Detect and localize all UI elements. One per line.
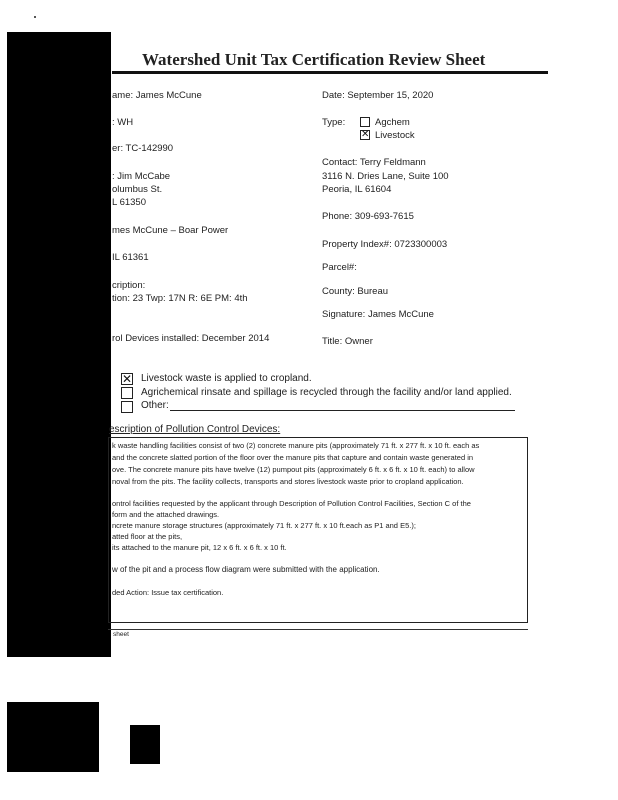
waste-option-checkbox-agrichemical[interactable] (121, 387, 133, 399)
property-index-field: Property Index#: 0723300003 (322, 239, 448, 250)
type-label: Type: (322, 117, 346, 128)
other-underline (170, 410, 515, 411)
street-field: olumbus St. (112, 184, 163, 195)
pollution-line: noval from the pits. The facility collects, transports and stores livestock waste prior to cropland application. (112, 477, 464, 486)
owner-field: mes McCune – Boar Power (112, 225, 229, 236)
contact-name: Contact: Terry Feldmann (322, 157, 426, 168)
waste-option-agrichemical: Agrichemical rinsate and spillage is recycled through the facility and/or land applied. (141, 387, 512, 398)
waste-option-checkbox-other[interactable] (121, 401, 133, 413)
waste-option-other: Other: (141, 400, 169, 411)
pollution-line: form and the attached drawings. (112, 510, 220, 519)
description-label: cription: (112, 280, 146, 291)
phone-field: Phone: 309-693-7615 (322, 211, 414, 222)
redaction-block-bottom-small (130, 725, 160, 764)
pollution-line: its attached to the manure pit, 12 x 6 ft. x 6 ft. x 10 ft. (112, 543, 287, 552)
pollution-line: ontrol facilities requested by the applicant through Description of Pollution Control Facilities, Section C of the (112, 499, 471, 508)
type-agchem-checkbox[interactable] (360, 117, 370, 127)
county-field: County: Bureau (322, 286, 389, 297)
redaction-block-bottom-left (7, 702, 99, 772)
type-livestock-checkbox[interactable]: ✕ (361, 129, 370, 140)
date-field: Date: September 15, 2020 (322, 90, 434, 101)
contact-city: Peoria, IL 61604 (322, 184, 392, 195)
parcel-field: Parcel#: (322, 262, 357, 273)
title-field: Title: Owner (322, 336, 373, 347)
pollution-line: and the concrete slatted portion of the floor over the manure pits that capture and contain waste generated in (112, 453, 474, 462)
pollution-line: ded Action: Issue tax certification. (112, 588, 224, 597)
title-underline (112, 71, 548, 74)
contact-field: : Jim McCabe (112, 171, 171, 182)
waste-option-livestock: Livestock waste is applied to cropland. (141, 373, 312, 384)
installed-field: rol Devices installed: December 2014 (112, 333, 270, 344)
type-agchem-label: Agchem (375, 117, 410, 128)
redaction-block-left (7, 32, 111, 657)
pollution-line: w of the pit and a process flow diagram were submitted with the application. (112, 565, 380, 574)
pollution-line: atted floor at the pits, (112, 532, 183, 541)
zip-field: L 61350 (112, 197, 146, 208)
footer-rule (108, 629, 528, 630)
tc-number-field: er: TC-142990 (112, 143, 174, 154)
pollution-line: k waste handling facilities consist of two (2) concrete manure pits (approximately 71 ft. x 277 ft. x 10 ft. each as (112, 441, 480, 450)
page-title: Watershed Unit Tax Certification Review Sheet (142, 50, 486, 69)
footer-text: sheet (113, 631, 129, 638)
name-field: ame: James McCune (112, 90, 202, 101)
waste-option-checkbox-livestock[interactable]: ✕ (122, 372, 133, 386)
scan-speck (34, 16, 36, 18)
wh-field: : WH (112, 117, 134, 128)
signature-field: Signature: James McCune (322, 309, 434, 320)
city-field: IL 61361 (112, 252, 149, 263)
pollution-line: ove. The concrete manure pits have twelve (12) pumpout pits (approximately 6 ft. x 6 ft. x 10 ft. each) to allow (112, 465, 475, 474)
pollution-line: ncrete manure storage structures (approximately 71 ft. x 277 ft. x 10 ft.each as P1 and E5.); (112, 521, 416, 530)
pollution-heading: escription of Pollution Control Devices: (109, 424, 281, 435)
type-livestock-label: Livestock (375, 130, 415, 141)
location-field: tion: 23 Twp: 17N R: 6E PM: 4th (112, 293, 248, 304)
contact-street: 3116 N. Dries Lane, Suite 100 (322, 171, 449, 182)
